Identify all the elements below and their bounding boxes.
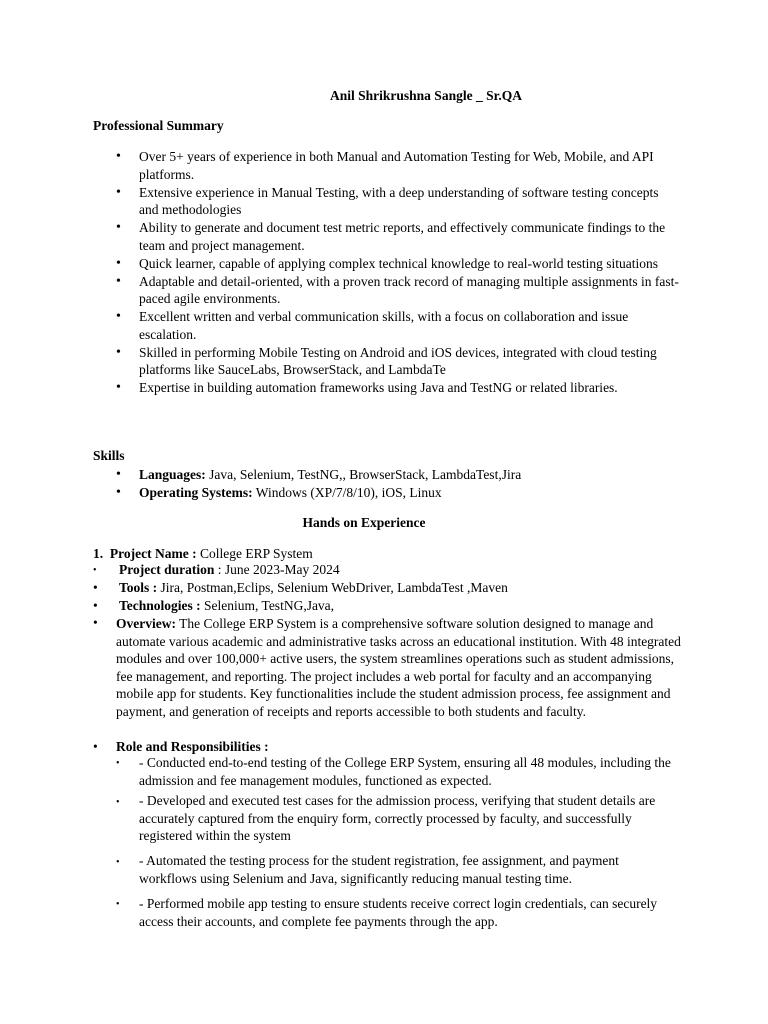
tools-label: Tools : (119, 580, 158, 595)
overview-paragraph (116, 615, 681, 721)
responsibility-item: - Conducted end-to-end testing of the College ERP System, ensuring all 48 modules, including the admission and fee management modules, functioned as expected. (139, 755, 671, 788)
project-name-value: College ERP System (196, 546, 313, 561)
project-name-line (93, 545, 313, 563)
list-item: • Adaptable and detail-oriented, with a proven track record of managing multiple assignments in fast-paced agile environments. (139, 273, 679, 308)
languages-label: Languages: (139, 467, 206, 482)
overview-value: The College ERP System is a comprehensive software solution designed to manage and automate various academic and administrative tasks across an educational institution. With 48 integrated modules and over 100,000+ active users, the system streamlines operations such as student admissions, fee management, and reporting. The project includes a web portal for faculty and an accompanying mobile app for students. Key functionalities include the student admission process, fee assignment and payment, and generation of receipts and reports accessible to both students and faculty. (116, 616, 681, 719)
responsibility-item: - Performed mobile app testing to ensure students receive correct login credentials, can securely access their accounts, and complete fee payments through the app. (139, 896, 658, 929)
os-label: Operating Systems: (139, 484, 253, 500)
duration-value: : June 2023-May 2024 (214, 562, 340, 577)
experience-heading: Hands on Experience (302, 515, 426, 530)
skill-os (139, 484, 679, 502)
project-name-label: Project Name : (109, 546, 197, 561)
responsibility-bullet: • (116, 857, 120, 868)
duration-line (119, 562, 340, 578)
resume-title: Anil Shrikrushna Sangle _ Sr.QA (330, 88, 522, 103)
summary-heading: Professional Summary (93, 118, 224, 133)
skill-languages (139, 466, 679, 484)
responsibility-bullet: • (116, 797, 120, 808)
list-item: • Skilled in performing Mobile Testing on Android and iOS devices, integrated with cloud testing platforms like SauceLabs, BrowserStack, and LambdaTe (139, 344, 679, 379)
tools-line (119, 580, 508, 596)
responsibility-bullet: • (116, 899, 120, 910)
duration-bullet: • (93, 565, 97, 576)
responsibility-item: - Automated the testing process for the student registration, fee assignment, and payment workflows using Selenium and Java, significantly reducing manual testing time. (139, 853, 619, 886)
list-item: • Over 5+ years of experience in both Manual and Automation Testing for Web, Mobile, and API platforms. (139, 148, 679, 183)
skills-list (139, 466, 679, 501)
roles-heading: Role and Responsibilities : (116, 739, 269, 754)
duration-label: Project duration (119, 562, 215, 577)
responsibility-item: - Developed and executed test cases for the admission process, verifying that student details are accurately captured from the enquiry form, correctly processed by faculty, and successfully registered within the system (139, 793, 656, 844)
tech-label: Technologies : (119, 598, 201, 613)
skills-heading: Skills (93, 448, 125, 463)
overview-bullet: • (93, 615, 98, 630)
roles-bullet: • (93, 739, 98, 754)
tech-value: Selenium, TestNG,Java, (200, 598, 335, 613)
list-item: • Ability to generate and document test metric reports, and effectively communicate findings to the team and project management. (139, 219, 679, 254)
os-value: Windows (XP/7/8/10), iOS, Linux (252, 484, 442, 500)
list-item: • Quick learner, capable of applying complex technical knowledge to real-world testing situations (139, 255, 679, 273)
tech-bullet: • (93, 598, 98, 613)
responsibility-bullet: • (116, 758, 120, 769)
list-item: • Extensive experience in Manual Testing, with a deep understanding of software testing concepts and methodologies (139, 184, 679, 219)
list-item: • Excellent written and verbal communication skills, with a focus on collaboration and issue escalation. (139, 308, 679, 343)
overview-label: Overview: (116, 616, 176, 631)
list-item: • Expertise in building automation frameworks using Java and TestNG or related libraries. (139, 379, 679, 397)
languages-value: Java, Selenium, TestNG,, BrowserStack, LambdaTest,Jira (205, 467, 522, 482)
tools-value: Jira, Postman,Eclips, Selenium WebDriver, LambdaTest ,Maven (157, 580, 508, 595)
tech-line (119, 598, 334, 614)
project-number: 1. (93, 546, 104, 561)
summary-list (139, 148, 679, 397)
tools-bullet: • (93, 580, 98, 595)
